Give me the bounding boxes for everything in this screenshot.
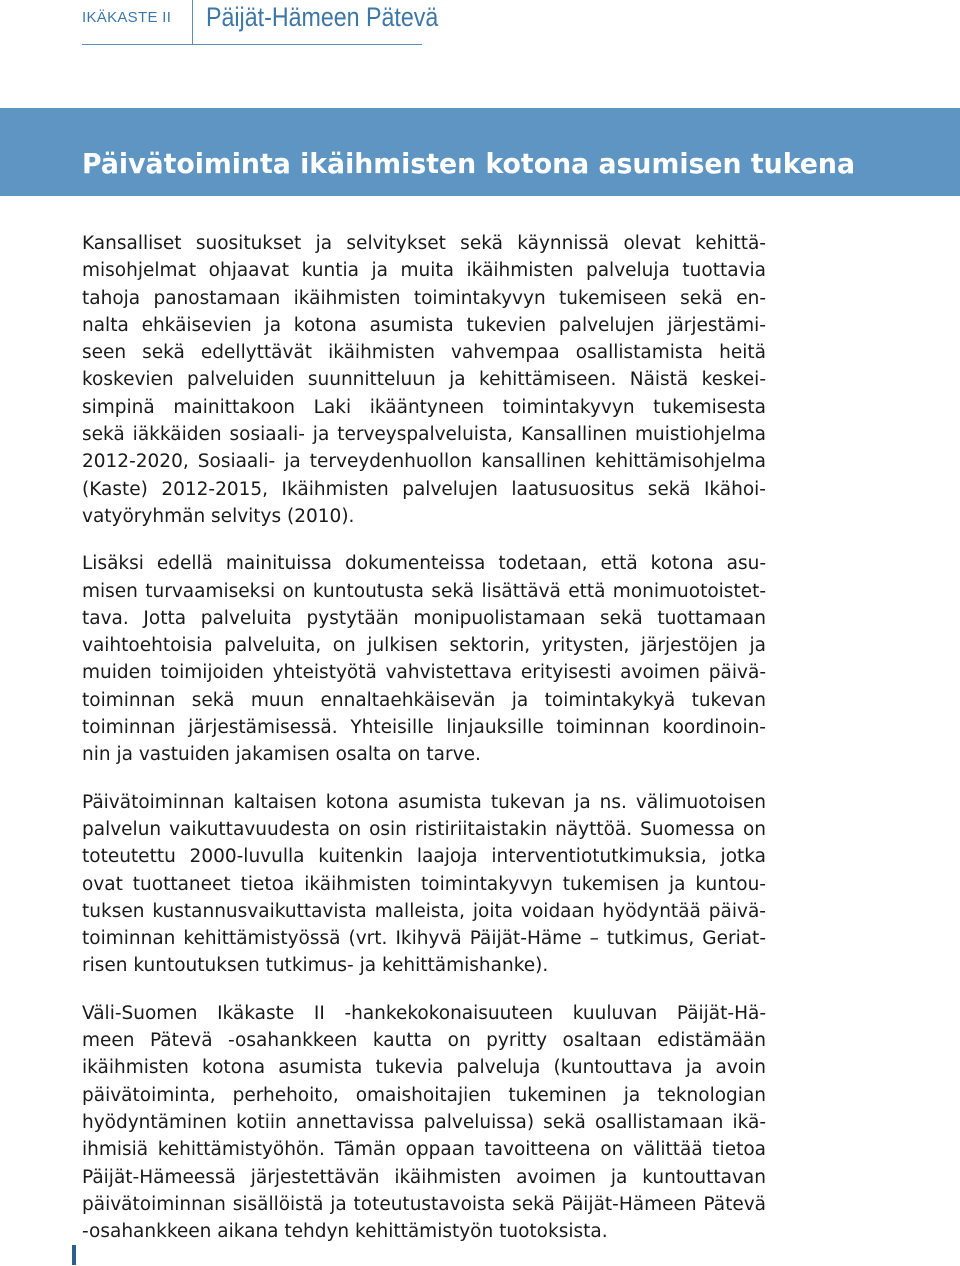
text-line: ovat tuottaneet tietoa ikäihmisten toimintakyvyn tukemisen ja kuntou- (82, 873, 766, 895)
text-line: nin ja vastuiden jakamisen osalta on tarve. (82, 744, 481, 766)
text-line: hyödyntäminen kotiin annettavissa palveluissa) sekä osallistamaan ikä- (82, 1111, 766, 1133)
text-line: risen kuntoutuksen tutkimus- ja kehittämishanke). (82, 955, 549, 977)
text-line: tuksen kustannusvaikuttavista malleista, joita voidaan hyödyntää päivä- (82, 900, 766, 922)
text-line: Päivätoiminnan kaltaisen kotona asumista tukevan ja ns. välimuotoisen (82, 791, 766, 813)
text-line: Lisäksi edellä mainituissa dokumenteissa todetaan, että kotona asu- (82, 553, 766, 575)
text-line: 2012-2020, Sosiaali- ja terveydenhuollon kansallinen kehittämisohjelma (82, 451, 766, 473)
paragraph-1 (82, 230, 766, 530)
header-divider (192, 0, 193, 44)
text-line: Väli-Suomen Ikäkaste II -hankekokonaisuuteen kuuluvan Päijät-Hä- (82, 1002, 766, 1024)
text-line: misen turvaamiseksi on kuntoutusta sekä lisättävä että monimuotoistet- (82, 580, 766, 602)
page-marker (72, 1245, 76, 1265)
text-line: ikäihmisten kotona asumista tukevia palveluja (kuntouttava ja avoin (82, 1057, 766, 1079)
paragraph-3 (82, 789, 766, 980)
text-line: sekä iäkkäiden sosiaali- ja terveyspalveluista, Kansallinen muistiohjelma (82, 424, 766, 446)
running-header (82, 0, 439, 45)
text-line: -osahankkeen aikana tehdyn kehittämistyön tuotoksista. (82, 1221, 608, 1243)
text-line: toiminnan kehittämistyössä (vrt. Ikihyvä Päijät-Häme – tutkimus, Geriat- (82, 928, 766, 950)
body-text (82, 230, 766, 1265)
text-line: seen sekä edellyttävät ikäihmisten vahvempaa osallistamista heitä (82, 342, 766, 364)
text-line: palvelun vaikuttavuudesta on osin ristiriitaistakin näyttöä. Suomessa on (82, 818, 766, 840)
text-line: ihmisiä kehittämistyöhön. Tämän oppaan tavoitteena on välittää tietoa (82, 1139, 766, 1161)
text-line: vaihtoehtoisia palveluita, on julkisen sektorin, yritysten, järjestöjen ja (82, 635, 766, 657)
text-line: toteutettu 2000-luvulla kuitenkin laajoja interventiotutkimuksia, jotka (82, 846, 766, 868)
text-line: (Kaste) 2012-2015, Ikäihmisten palvelujen laatusuositus sekä Ikähoi- (82, 478, 766, 500)
text-line: toiminnan järjestämisessä. Yhteisille linjauksille toiminnan koordinoin- (82, 717, 766, 739)
page-title: Päivätoiminta ikäihmisten kotona asumisen tukena (82, 147, 855, 180)
text-line: päivätoiminta, perhehoito, omaishoitajien tukeminen ja teknologian (82, 1084, 766, 1106)
text-line: misohjelmat ohjaavat kuntia ja muita ikäihmisten palveluja tuottavia (82, 260, 766, 282)
text-line: Päijät-Hämeessä järjestettävän ikäihmisten avoimen ja kuntouttavan (82, 1166, 766, 1188)
text-line: päivätoiminnan sisällöistä ja toteutustavoista sekä Päijät-Hämeen Pätevä (82, 1193, 766, 1215)
text-line: toiminnan sekä muun ennaltaehkäisevän ja toimintakykyä tukevan (82, 689, 766, 711)
text-line: nalta ehkäisevien ja kotona asumista tukevien palvelujen järjestämi- (82, 314, 766, 336)
paragraph-2 (82, 550, 766, 768)
text-line: simpinä mainittakoon Laki ikääntyneen toimintakyvyn tukemisesta (82, 396, 766, 418)
paragraph-4 (82, 1000, 766, 1246)
text-line: koskevien palveluiden suunnitteluun ja kehittämiseen. Näistä keskei- (82, 369, 766, 391)
text-line: Kansalliset suositukset ja selvitykset sekä käynnissä olevat kehittä- (82, 233, 766, 254)
header-project-title: Päijät-Hämeen Pätevä (206, 2, 439, 32)
text-line: muiden toimijoiden yhteistyötä vahvistettava erityisesti avoimen päivä- (82, 662, 766, 684)
text-line: tahoja panostamaan ikäihmisten toimintakyvyn tukemiseen sekä en- (82, 287, 766, 309)
text-line: tava. Jotta palveluita pystytään monipuolistamaan sekä tuottamaan (82, 607, 766, 629)
text-line: meen Pätevä -osahankkeen kautta on pyritty osaltaan edistämään (82, 1030, 766, 1052)
text-line: vatyöryhmän selvitys (2010). (82, 505, 355, 527)
header-series-label: IKÄKASTE II (82, 9, 172, 26)
